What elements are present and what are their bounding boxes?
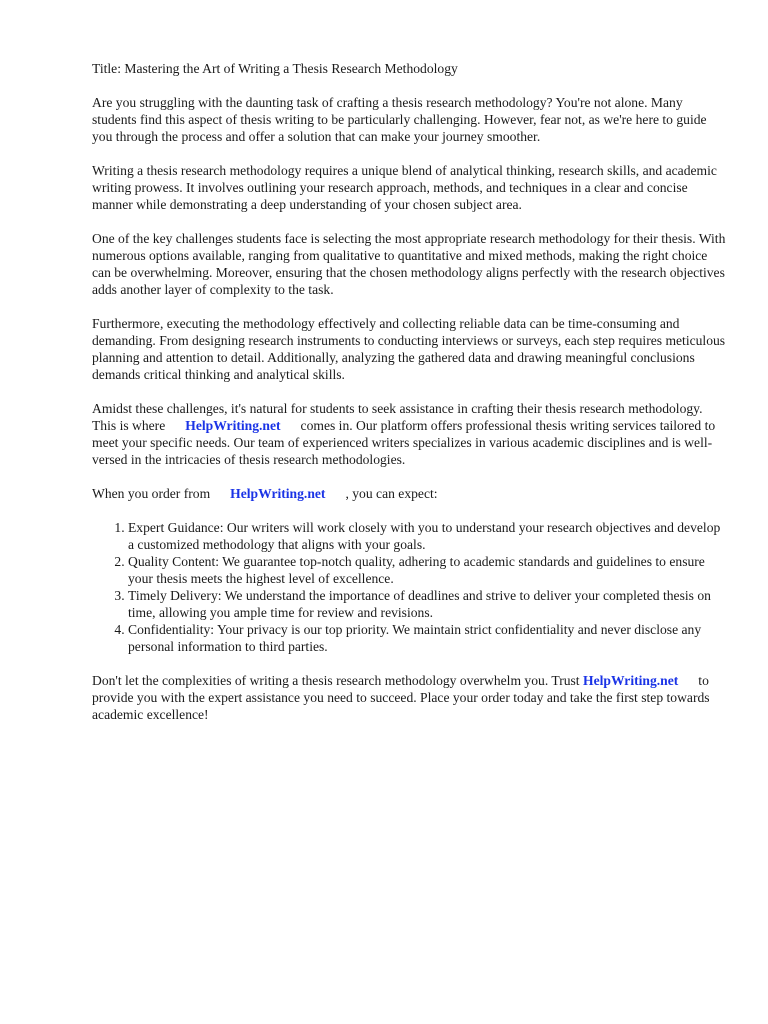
document-title: Title: Mastering the Art of Writing a Thesis Research Methodology <box>92 61 458 76</box>
paragraph-5-text-after: comes in. Our platform offers professional thesis writing services tailored to meet your specific needs. Our team of experienced writers specializes in various academic disciplines and is well-versed in the intricacies of thesis research methodologies. <box>92 418 716 467</box>
document-page <box>92 60 728 740</box>
paragraph-6-text-before: When you order from <box>92 486 211 501</box>
paragraph-5 <box>92 400 728 468</box>
helpwriting-link[interactable]: HelpWriting.net <box>230 486 326 501</box>
paragraph-4: Furthermore, executing the methodology effectively and collecting reliable data can be time-consuming and demanding. From designing research instruments to conducting interviews or surveys, each step requires meticulous planning and attention to detail. Additionally, analyzing the gathered data and drawing meaningful conclusions demands critical thinking and analytical skills. <box>92 316 726 382</box>
benefits-list <box>92 519 728 655</box>
paragraph-7-text-after: to provide you with the expert assistance you need to succeed. Place your order today and take the first step towards academic excellence! <box>92 673 710 722</box>
paragraph-7-text-before: Don't let the complexities of writing a thesis research methodology overwhelm you. Trust <box>92 673 580 688</box>
list-item: 1. Expert Guidance: Our writers will work closely with you to understand your research objectives and develop a customized methodology that aligns with your goals. <box>128 519 728 553</box>
helpwriting-link[interactable]: HelpWriting.net <box>583 673 679 688</box>
paragraph-5-text-before: Amidst these challenges, it's natural for students to seek assistance in crafting their thesis research methodology. This is where <box>92 401 703 433</box>
paragraph-1: Are you struggling with the daunting task of crafting a thesis research methodology? You're not alone. Many students find this aspect of thesis writing to be particularly challenging. However, fear not, as we're here to guide you through the process and offer a solution that can make your journey smoother. <box>92 95 707 144</box>
paragraph-2: Writing a thesis research methodology requires a unique blend of analytical thinking, research skills, and academic writing prowess. It involves outlining your research approach, methods, and techniques in a clear and concise manner while demonstrating a deep understanding of your chosen subject area. <box>92 163 717 212</box>
paragraph-3: One of the key challenges students face is selecting the most appropriate research methodology for their thesis. With numerous options available, ranging from qualitative to quantitative and mixed methods, making the right choice can be overwhelming. Moreover, ensuring that the chosen methodology aligns perfectly with the research objectives adds another layer of complexity to the task. <box>92 231 726 297</box>
helpwriting-link[interactable]: HelpWriting.net <box>185 418 281 433</box>
paragraph-6 <box>92 485 728 502</box>
list-item: 3. Timely Delivery: We understand the importance of deadlines and strive to deliver your completed thesis on time, allowing you ample time for review and revisions. <box>128 587 728 621</box>
paragraph-6-text-after: , you can expect: <box>345 486 438 501</box>
paragraph-7 <box>92 672 728 723</box>
list-item: 2. Quality Content: We guarantee top-notch quality, adhering to academic standards and guidelines to ensure your thesis meets the highest level of excellence. <box>128 553 728 587</box>
list-item: 4. Confidentiality: Your privacy is our top priority. We maintain strict confidentiality and never disclose any personal information to third parties. <box>128 621 728 655</box>
